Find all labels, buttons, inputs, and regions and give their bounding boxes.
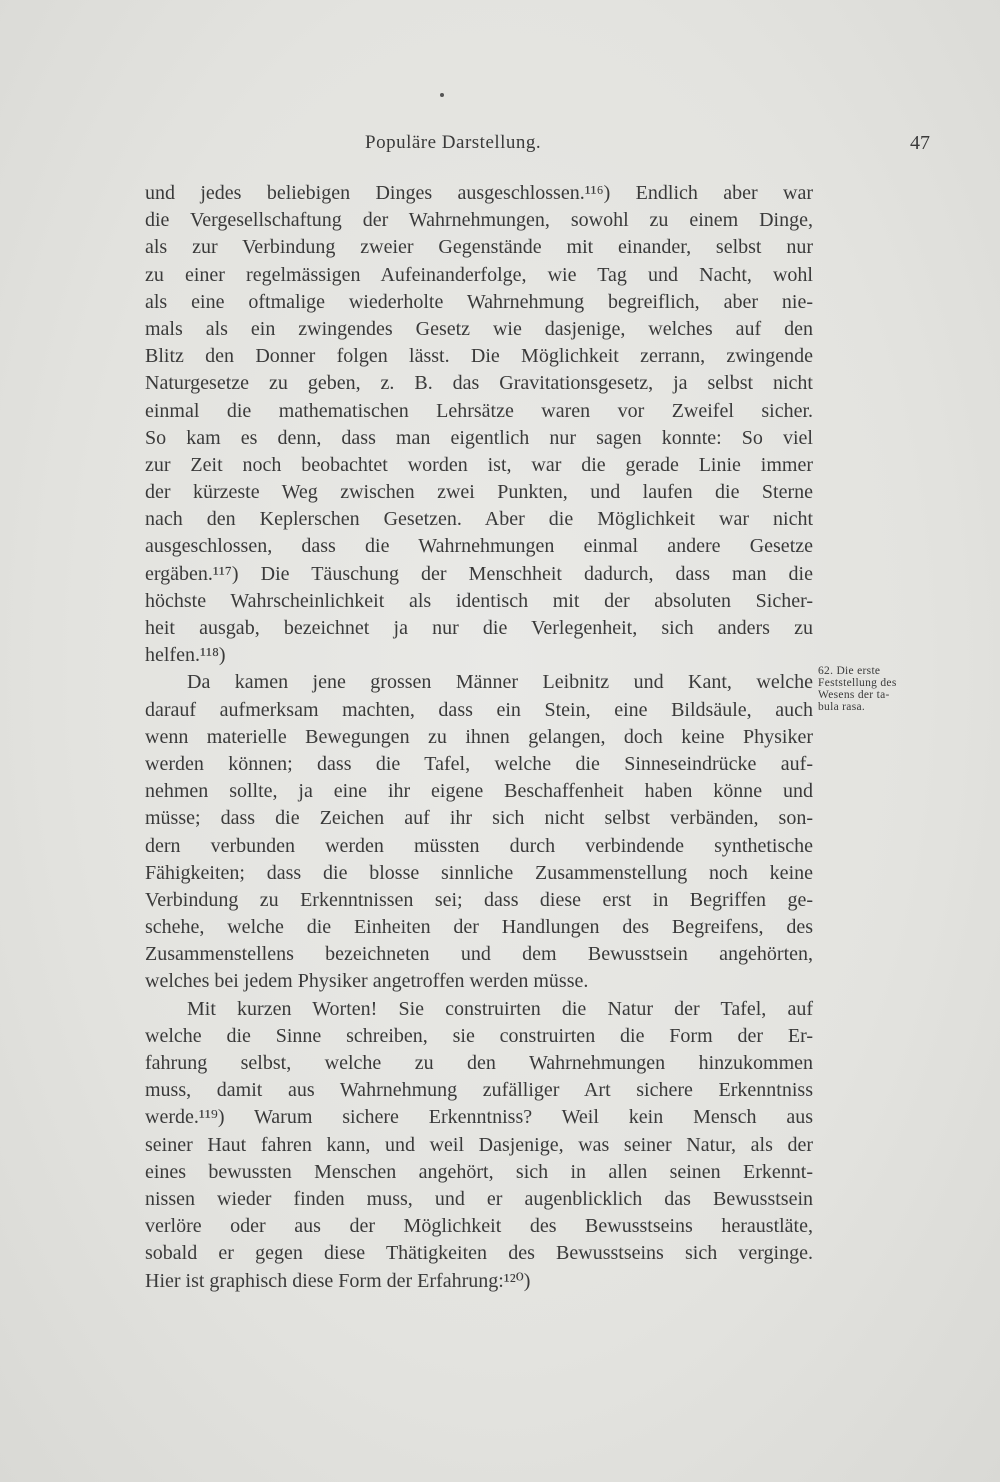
text-line: Hier ist graphisch diese Form der Erfahrung:¹²⁰) [145, 1269, 531, 1292]
text-line: der kürzeste Weg zwischen zwei Punkten, und laufen die Sterne [145, 481, 813, 504]
text-line: fahrung selbst, welche zu den Wahrnehmungen hinzukommen [145, 1052, 813, 1074]
text-line: müsse; dass die Zeichen auf ihr sich nicht selbst verbänden, son- [145, 807, 813, 830]
text-line: Da kamen jene grossen Männer Leibnitz und Kant, welche [187, 671, 813, 694]
text-line: welche die Sinne schreiben, sie construirten die Form der Er- [145, 1024, 813, 1047]
marginal-note-line: Wesens der ta- [818, 689, 890, 701]
text-line: die Vergesellschaftung der Wahrnehmungen, sowohl zu einem Dinge, [145, 209, 813, 232]
text-line: ergäben.¹¹⁷) Die Täuschung der Menschheit dadurch, dass man die [145, 562, 813, 585]
text-line: zu einer regelmässigen Aufeinanderfolge, wie Tag und Nacht, wohl [145, 263, 813, 286]
text-line: nach den Keplerschen Gesetzen. Aber die Möglichkeit war nicht [145, 508, 813, 531]
ink-speck [440, 93, 444, 97]
text-line: als zur Verbindung zweier Gegenstände mit einander, selbst nur [145, 236, 813, 259]
text-line: werde.¹¹⁹) Warum sichere Erkenntniss? Weil kein Mensch aus [145, 1106, 813, 1129]
text-line: zur Zeit noch beobachtet worden ist, war die gerade Linie immer [145, 453, 813, 476]
text-line: sobald er gegen diese Thätigkeiten des Bewusstseins sich verginge. [145, 1242, 813, 1265]
body-text [145, 180, 813, 1295]
text-line: und jedes beliebigen Dinges ausgeschlossen.¹¹⁶) Endlich aber war [145, 182, 813, 204]
text-line: einmal die mathematischen Lehrsätze waren vor Zweifel sicher. [145, 399, 813, 422]
text-line: muss, damit aus Wahrnehmung zufälliger Art sichere Erkenntniss [145, 1079, 813, 1102]
text-line: dern verbunden werden müssten durch verbindende synthetische [145, 834, 813, 857]
text-line: mals als ein zwingendes Gesetz wie dasjenige, welches auf den [145, 317, 813, 340]
marginal-note-line: 62. Die erste [818, 665, 881, 677]
text-line: nissen wieder finden muss, und er augenblicklich das Bewusstsein [145, 1187, 813, 1210]
text-line: verlöre oder aus der Möglichkeit des Bewusstseins heraustläte, [145, 1215, 813, 1238]
text-line: ausgeschlossen, dass die Wahrnehmungen einmal andere Gesetze [145, 535, 813, 558]
text-line: Zusammenstellens bezeichneten und dem Bewusstsein angehörten, [145, 943, 813, 966]
text-line: So kam es denn, dass man eigentlich nur sagen konnte: So viel [145, 426, 813, 449]
text-line: eines bewussten Menschen angehört, sich in allen seinen Erkennt- [145, 1160, 813, 1183]
text-line: Blitz den Donner folgen lässt. Die Möglichkeit zerrann, zwingende [145, 345, 813, 368]
text-line: schehe, welche die Einheiten der Handlungen des Begreifens, des [145, 916, 813, 939]
text-line: heit ausgab, bezeichnet ja nur die Verlegenheit, sich anders zu [145, 617, 813, 639]
text-line: wenn materielle Bewegungen zu ihnen gelangen, doch keine Physiker [145, 725, 813, 748]
running-title: Populäre Darstellung. [365, 132, 542, 153]
text-line: nehmen sollte, ja eine ihr eigene Beschaffenheit haben könne und [145, 780, 813, 803]
running-header [145, 132, 930, 162]
text-line: welches bei jedem Physiker angetroffen werden müsse. [145, 970, 589, 993]
marginal-note [818, 665, 948, 713]
text-line: werden können; dass die Tafel, welche die Sinneseindrücke auf- [145, 752, 813, 775]
text-line: Naturgesetze zu geben, z. B. das Gravitationsgesetz, ja selbst nicht [145, 372, 813, 395]
text-line: helfen.¹¹⁸) [145, 644, 226, 667]
text-line: Verbindung zu Erkenntnissen sei; dass diese erst in Begriffen ge- [145, 888, 813, 911]
text-line: darauf aufmerksam machten, dass ein Stein, eine Bildsäule, auch [145, 698, 813, 721]
text-line: höchste Wahrscheinlichkeit als identisch mit der absoluten Sicher- [145, 589, 813, 612]
text-line: seiner Haut fahren kann, und weil Dasjenige, was seiner Natur, als der [145, 1133, 813, 1156]
text-line: als eine oftmalige wiederholte Wahrnehmung begreiflich, aber nie- [145, 290, 813, 313]
text-line: Mit kurzen Worten! Sie construirten die Natur der Tafel, auf [187, 997, 813, 1020]
marginal-note-line: bula rasa. [818, 701, 866, 713]
page-number: 47 [910, 132, 930, 154]
text-line: Fähigkeiten; dass die blosse sinnliche Zusammenstellung noch keine [145, 861, 813, 884]
marginal-note-line: Feststellung des [818, 677, 897, 689]
